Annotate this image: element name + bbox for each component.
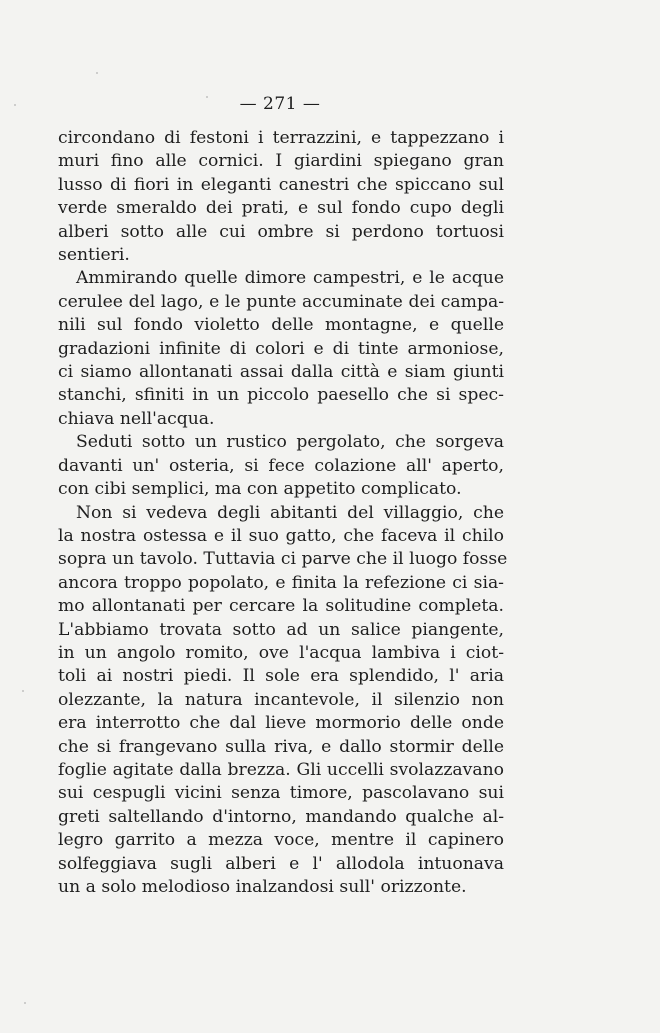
text-line: un a solo melodioso inalzandosi sull' orizzonte. (58, 877, 467, 897)
text-line: nili sul fondo violetto delle montagne, e quelle (58, 315, 504, 336)
text-line: davanti un' osteria, si fece colazione all' aperto, (58, 455, 504, 476)
paragraph (58, 502, 508, 900)
text-line: toli ai nostri piedi. Il sole era splendido, l' aria (58, 666, 504, 687)
text-line: greti saltellando d'intorno, mandando qualche al- (58, 806, 504, 827)
text-line: L'abbiamo trovata sotto ad un salice piangente, (58, 619, 504, 640)
paragraph (58, 127, 504, 267)
text-line: muri fino alle cornici. I giardini spiegano gran (58, 151, 504, 172)
text-line: Seduti sotto un rustico pergolato, che sorgeva (76, 432, 504, 453)
text-line: che si frangevano sulla riva, e dallo stormir delle (58, 736, 504, 757)
text-line: olezzante, la natura incantevole, il silenzio non (58, 689, 504, 710)
body-text (58, 127, 508, 899)
text-line: era interrotto che dal lieve mormorio delle onde (58, 713, 504, 734)
text-line: foglie agitate dalla brezza. Gli uccelli svolazzavano (58, 759, 504, 780)
text-line: Ammirando quelle dimore campestri, e le acque (76, 268, 504, 289)
text-line: la nostra ostessa e il suo gatto, che faceva il chilo (58, 525, 504, 546)
paragraph (58, 267, 504, 431)
text-line: legro garrito a mezza voce, mentre il capinero (58, 830, 504, 851)
text-line: circondano di festoni i terrazzini, e tappezzano i (58, 128, 504, 148)
text-line: chiava nell'acqua. (58, 408, 215, 429)
paper-speck (22, 690, 24, 692)
text-line: alberi sotto alle cui ombre si perdono tortuosi (58, 221, 504, 242)
text-line: gradazioni infinite di colori e di tinte armoniose, (58, 338, 504, 359)
text-line: in un angolo romito, ove l'acqua lambiva i ciot- (58, 642, 504, 663)
text-line: mo allontanati per cercare la solitudine completa. (58, 596, 504, 617)
page-number: — 271 — (239, 94, 321, 114)
text-line: Non si vedeva degli abitanti del villaggio, che (76, 502, 504, 523)
text-line: solfeggiava sugli alberi e l' allodola intuonava (58, 853, 504, 874)
text-line: ci siamo allontanati assai dalla città e siam giunti (58, 362, 504, 383)
text-line: lusso di fiori in eleganti canestri che spiccano sul (58, 174, 504, 195)
text-line: con cibi semplici, ma con appetito complicato. (58, 479, 462, 500)
paper-speck (96, 72, 98, 74)
text-line: verde smeraldo dei prati, e sul fondo cupo degli (58, 198, 504, 219)
text-line: sui cespugli vicini senza timore, pascolavano sui (58, 783, 504, 804)
text-line: stanchi, sfiniti in un piccolo paesello che si spec- (58, 385, 504, 406)
paper-speck (24, 1002, 26, 1004)
text-line: cerulee del lago, e le punte accuminate dei campa- (58, 291, 504, 312)
text-line: sopra un tavolo. Tuttavia ci parve che il luogo fosse (58, 549, 508, 570)
paragraph (58, 431, 504, 501)
text-line: sentieri. (58, 245, 130, 266)
text-line: ancora troppo popolato, e finita la refezione ci sia- (58, 572, 504, 593)
